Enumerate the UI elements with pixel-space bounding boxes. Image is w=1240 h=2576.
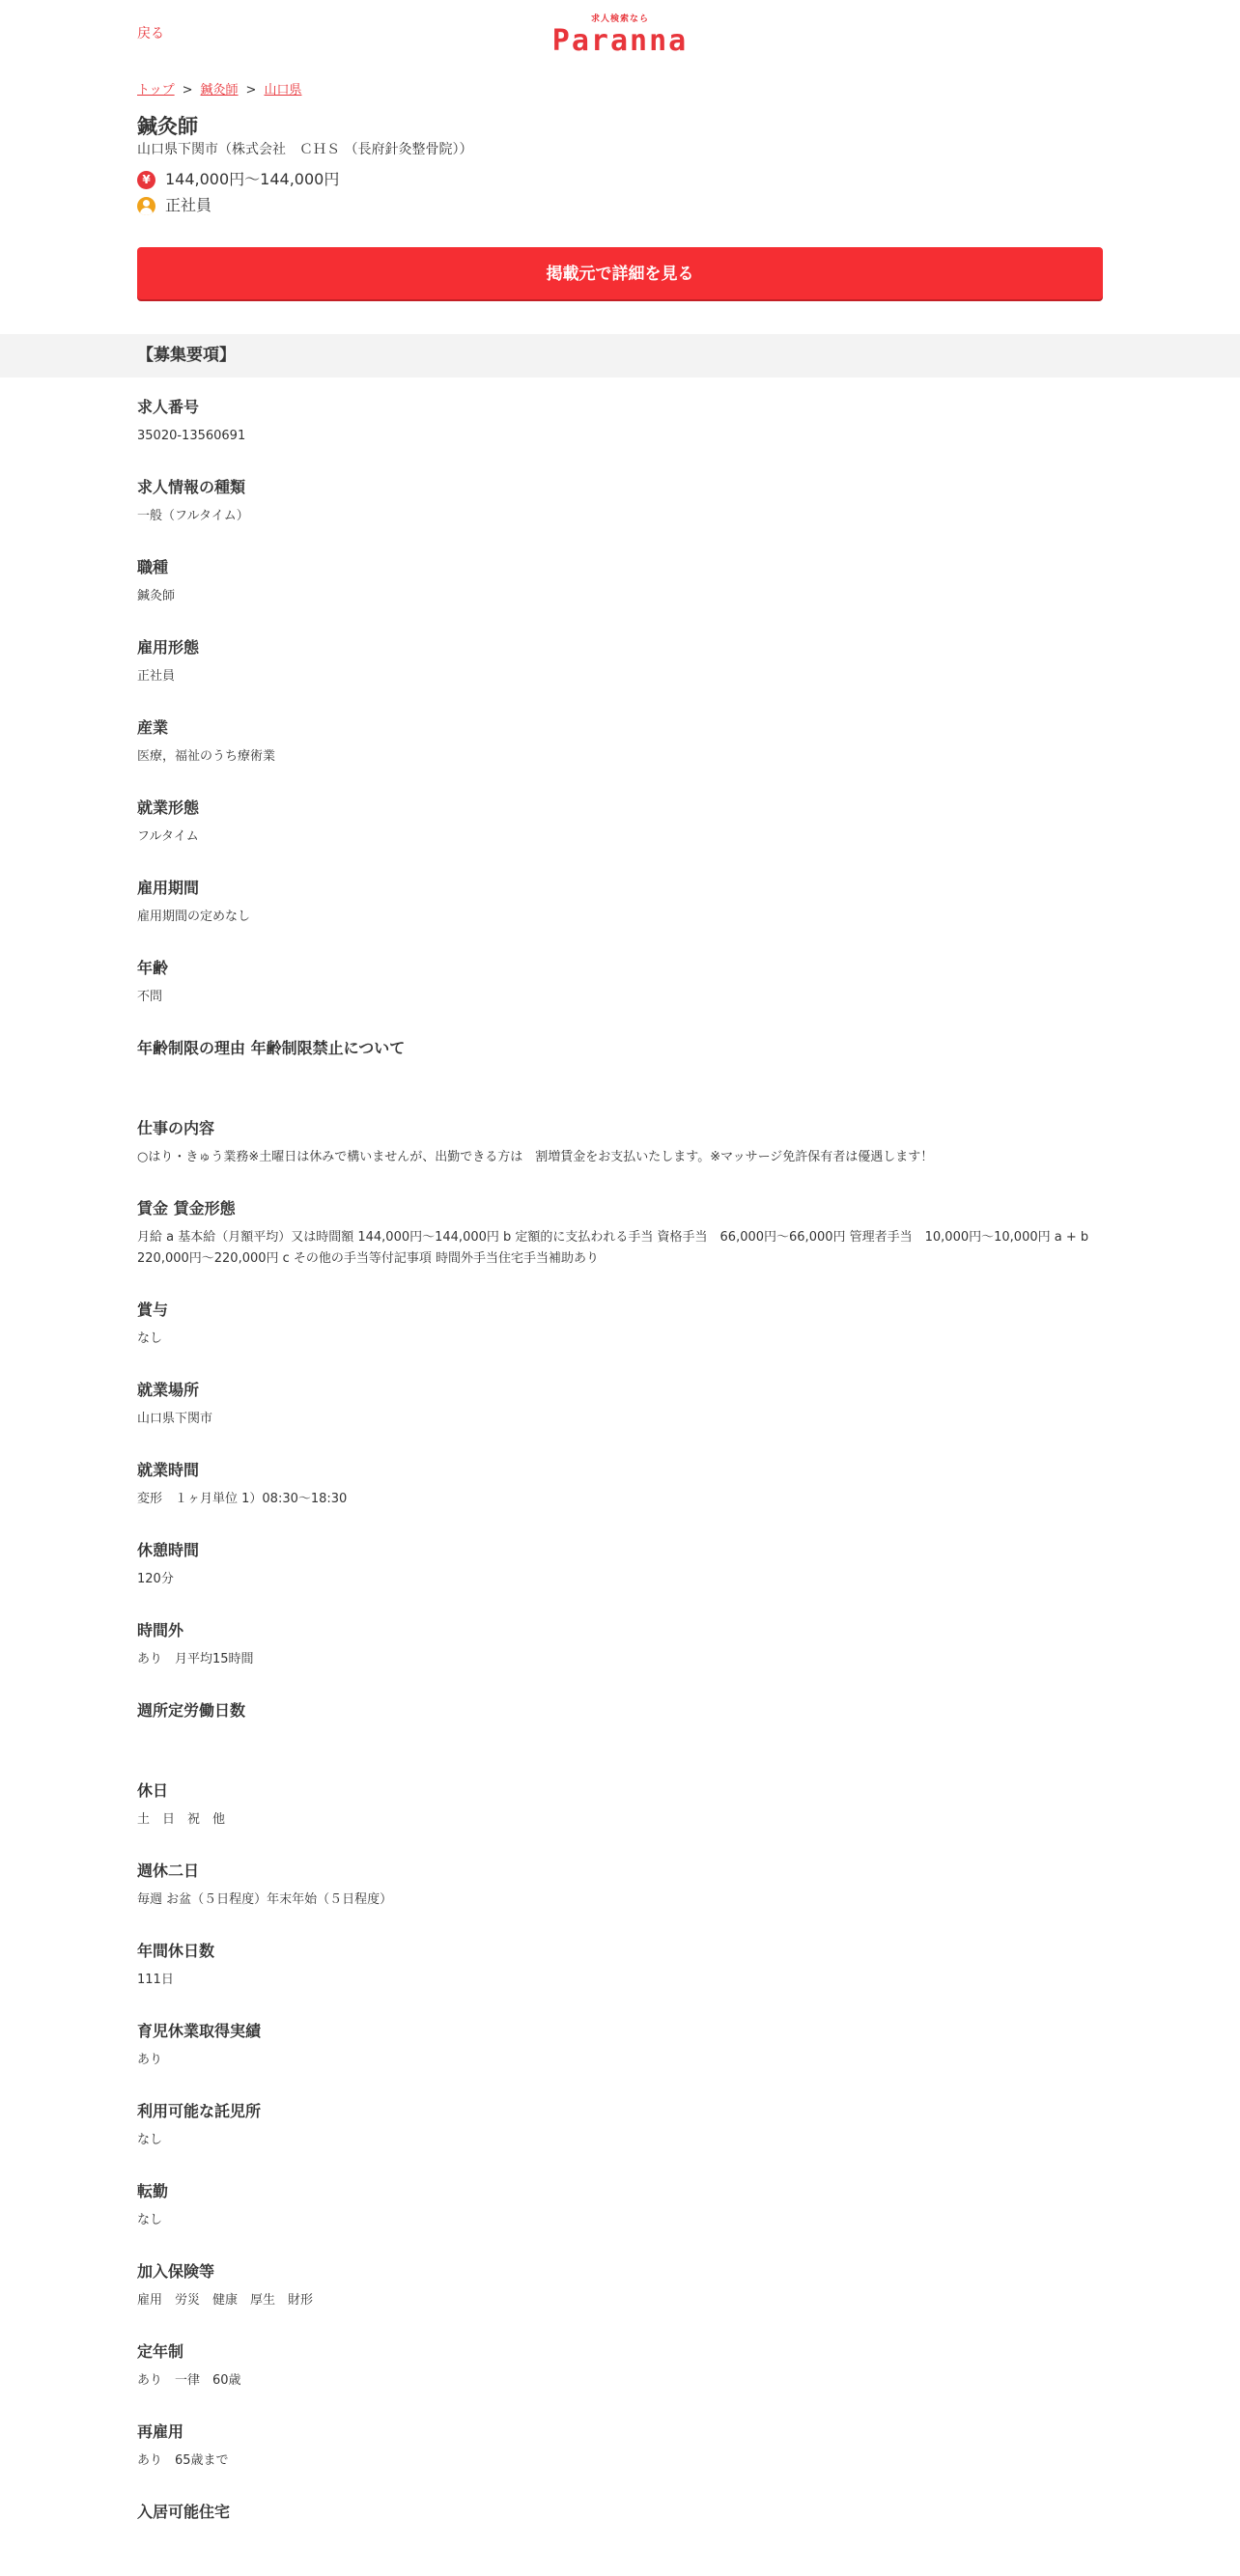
requirement-item	[137, 1454, 1103, 1534]
requirement-item	[137, 872, 1103, 952]
requirement-value	[137, 2531, 1103, 2552]
salary-range: 144,000円～144,000円	[165, 170, 340, 188]
job-requirements-list	[137, 378, 1103, 2576]
requirement-label: 年齢	[137, 959, 169, 977]
requirement-value: 鍼灸師	[137, 589, 176, 603]
requirement-item	[137, 1614, 1103, 1694]
requirement-label: 仕事の内容	[137, 1119, 215, 1137]
person-icon	[137, 197, 155, 215]
requirement-value: 変形 １ヶ月単位 1）08:30～18:30	[137, 1492, 348, 1506]
company-location: 山口県下関市（株式会社 ＣＨＳ （長府針灸整骨院））	[137, 142, 473, 157]
requirement-label: 就業形態	[137, 798, 200, 817]
site-header	[137, 0, 1103, 64]
requirement-item	[137, 551, 1103, 631]
requirement-item	[137, 952, 1103, 1032]
requirement-value: なし	[137, 1331, 163, 1346]
requirement-label: 週所定労働日数	[137, 1701, 246, 1720]
section-header	[0, 334, 1240, 378]
requirement-value: あり 一律 60歳	[137, 2373, 241, 2388]
requirement-label: 産業	[137, 718, 169, 737]
requirement-value: あり 65歳まで	[137, 2453, 229, 2468]
requirement-value: あり 月平均15時間	[137, 1652, 254, 1666]
requirement-label: 年齢制限の理由 年齢制限禁止について	[137, 1039, 406, 1057]
requirement-item	[137, 1192, 1103, 1294]
requirement-label: 賞与	[137, 1301, 169, 1319]
requirement-value: あり	[137, 2053, 163, 2067]
requirement-item	[137, 1694, 1103, 1775]
requirement-value: 山口県下関市	[137, 1412, 213, 1426]
requirement-item	[137, 1534, 1103, 1614]
yen-icon: ¥	[137, 171, 155, 189]
requirement-label: 再雇用	[137, 2422, 184, 2441]
requirement-label: 就業時間	[137, 1461, 200, 1479]
requirement-item	[137, 1374, 1103, 1454]
requirement-value: 111日	[137, 1973, 174, 1987]
requirement-label: 職種	[137, 558, 169, 576]
breadcrumb-prefecture[interactable]: 山口県	[264, 83, 302, 98]
requirement-value: 一般（フルタイム）	[137, 509, 249, 523]
requirement-label: 利用可能な託児所	[137, 2102, 262, 2120]
requirement-label: 雇用期間	[137, 879, 200, 897]
requirement-item	[137, 2095, 1103, 2175]
requirement-value: 雇用期間の定めなし	[137, 910, 251, 924]
breadcrumb-separator: >	[182, 83, 193, 98]
requirement-value: 不問	[137, 990, 163, 1004]
breadcrumb-separator: >	[245, 83, 257, 98]
requirement-value: 土 日 祝 他	[137, 1812, 226, 1827]
requirement-item	[137, 471, 1103, 551]
requirement-label: 就業場所	[137, 1381, 200, 1399]
employment-row	[137, 195, 1103, 216]
breadcrumb	[137, 82, 1103, 99]
requirement-item	[137, 2015, 1103, 2095]
requirement-item	[137, 1935, 1103, 2015]
requirement-label: 雇用形態	[137, 638, 200, 657]
logo-name: Paranna	[551, 24, 689, 58]
requirement-item	[137, 1112, 1103, 1192]
requirement-value	[137, 1729, 1103, 1750]
requirement-label: 求人情報の種類	[137, 478, 246, 496]
requirement-value: ○はり・きゅう業務※土曜日は休みで構いませんが、出勤できる方は 割増賃金をお支払いたします。※マッサージ免許保有者は優遇します！	[137, 1150, 934, 1164]
requirement-item	[137, 2496, 1103, 2576]
requirement-item	[137, 1294, 1103, 1374]
back-link[interactable]: 戻る	[137, 26, 164, 42]
logo-tagline: 求人検索なら	[590, 14, 649, 24]
requirement-item	[137, 631, 1103, 712]
site-logo[interactable]	[552, 14, 688, 58]
requirement-label: 求人番号	[137, 398, 200, 416]
requirement-item	[137, 2255, 1103, 2336]
requirement-value: 正社員	[137, 669, 176, 684]
requirement-value: 雇用 労災 健康 厚生 財形	[137, 2293, 314, 2308]
job-title: 鍼灸師	[137, 115, 198, 138]
requirement-item	[137, 1775, 1103, 1855]
breadcrumb-occupation[interactable]: 鍼灸師	[200, 83, 239, 98]
requirement-value: 120分	[137, 1572, 174, 1586]
salary-row	[137, 169, 1103, 190]
requirement-item	[137, 2175, 1103, 2255]
requirement-value: なし	[137, 2213, 163, 2227]
requirement-label: 賃金 賃金形態	[137, 1199, 236, 1218]
requirement-label: 時間外	[137, 1621, 184, 1639]
section-title: 【募集要項】	[137, 346, 236, 365]
breadcrumb-top[interactable]: トップ	[137, 83, 175, 98]
employment-type: 正社員	[165, 196, 212, 214]
requirement-label: 入居可能住宅	[137, 2503, 231, 2521]
requirement-label: 加入保険等	[137, 2262, 215, 2281]
requirement-value: フルタイム	[137, 829, 199, 844]
requirement-value	[137, 1067, 1103, 1088]
requirement-label: 定年制	[137, 2342, 184, 2361]
requirement-label: 年間休日数	[137, 1942, 215, 1960]
view-source-details-button[interactable]: 掲載元で詳細を見る	[137, 247, 1103, 299]
requirement-label: 休日	[137, 1781, 169, 1800]
requirement-label: 育児休業取得実績	[137, 2022, 262, 2040]
requirement-label: 週休二日	[137, 1862, 200, 1880]
requirement-item	[137, 1855, 1103, 1935]
requirement-item	[137, 2416, 1103, 2496]
requirement-value: 月給 a 基本給（月額平均）又は時間額 144,000円～144,000円 b 定額的に支払われる手当 資格手当 66,000円～66,000円 管理者手当 10,000円～10,000円 a + b 220,000円～220,000円 c その他の手当等付記事項 時間外手当住宅手当補助あり	[137, 1230, 1089, 1266]
requirement-item	[137, 391, 1103, 471]
requirement-label: 転勤	[137, 2182, 169, 2200]
requirement-value: 35020-13560691	[137, 429, 246, 443]
requirement-value: なし	[137, 2133, 163, 2147]
requirement-item	[137, 1032, 1103, 1112]
requirement-value: 毎週 お盆（５日程度）年末年始（５日程度）	[137, 1892, 393, 1907]
requirement-label: 休憩時間	[137, 1541, 200, 1559]
requirement-item	[137, 792, 1103, 872]
requirement-item	[137, 2336, 1103, 2416]
requirement-item	[137, 712, 1103, 792]
requirement-value: 医療，福祉のうち療術業	[137, 749, 276, 764]
